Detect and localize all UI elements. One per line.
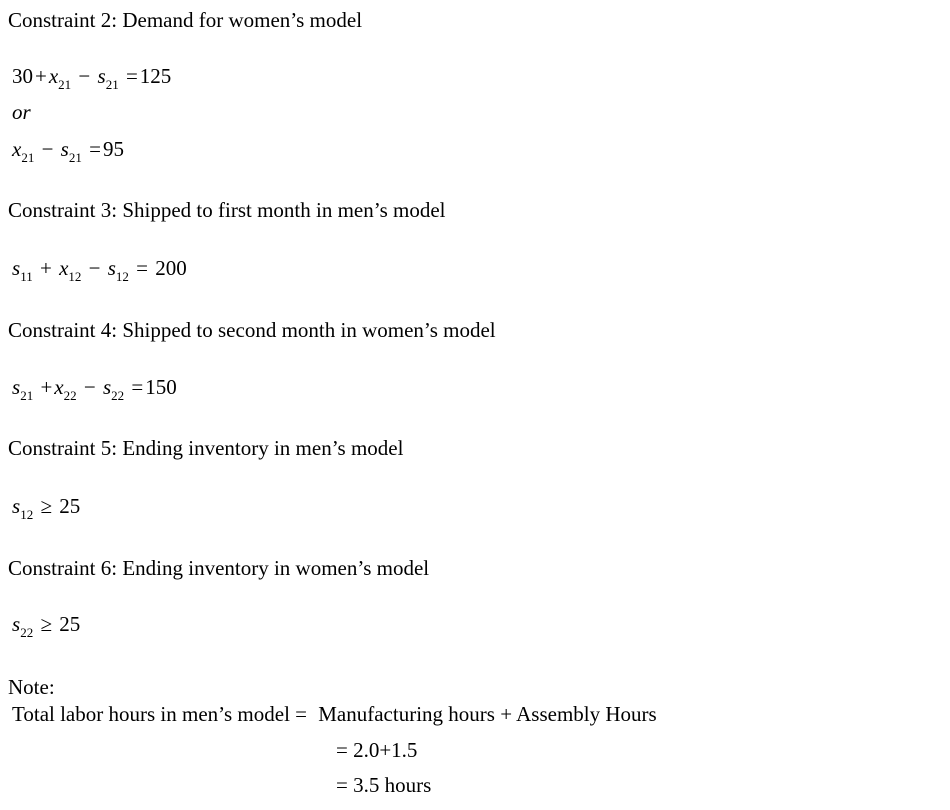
constraint-3-equation: $s_{11} + x_{12} - s_{12} = 200$ xyxy=(12,256,187,284)
note-labor-hours-sum: Manufacturing hours + Assembly Hours xyxy=(318,702,657,726)
constraint-3-heading: Constraint 3: Shipped to first month in men’s model xyxy=(8,198,446,222)
constraint-2-heading: Constraint 2: Demand for women’s model xyxy=(8,8,363,32)
note-title: Note: xyxy=(8,675,55,699)
constraint-6-heading: Constraint 6: Ending inventory in women’s model xyxy=(8,556,430,580)
note-calculation-line: = 2.0+1.5 xyxy=(336,738,418,762)
constraint-4-equation: $s_{21} +x_{22} - s_{22} =150$ xyxy=(12,375,177,403)
or-text: or xyxy=(12,100,31,124)
constraint-4-heading: Constraint 4: Shipped to second month in women’s model xyxy=(8,318,496,342)
constraint-2-equation: $30+x_{21} - s_{21} =125$ xyxy=(12,64,172,92)
constraint-2-simplified-equation: $x_{21} - s_{21} =95$ xyxy=(12,137,124,165)
note-result-line: = 3.5 hours xyxy=(336,773,432,797)
constraint-5-heading: Constraint 5: Ending inventory in men’s model xyxy=(8,436,404,460)
note-labor-hours-line xyxy=(12,702,657,727)
constraint-5-equation: $s_{12} \ge 25$ xyxy=(12,494,81,522)
constraint-6-equation: $s_{22} \ge 25$ xyxy=(12,612,81,640)
note-labor-hours-label: Total labor hours in men’s model = xyxy=(12,702,307,726)
